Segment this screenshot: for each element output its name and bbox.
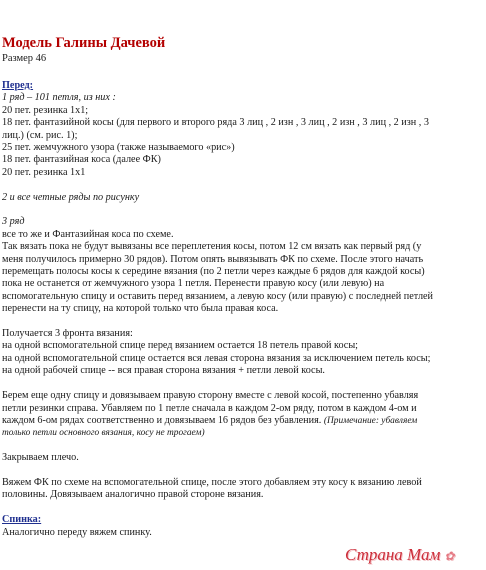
shoulder-line: Закрываем плечо. (2, 452, 79, 464)
finish-line: Вяжем ФК по схеме на вспомогательной спице, после этого добавляем эту косу к вязанию левой (2, 476, 422, 488)
front-heading: Перед: (2, 80, 34, 91)
spacer (2, 378, 482, 390)
fronts-line: на одной вспомогательной спице перед вязанием остается 18 петель правой косы; (2, 340, 359, 352)
decrease-line (2, 415, 482, 427)
row3-line: пока не останется от жемчужного узора 1 петля. Перенести правую косу (или левую) на (2, 278, 385, 290)
spacer (2, 179, 482, 191)
decrease-line: Берем еще одну спицу и довязываем правую сторону вместе с левой косой, постепенно убавляя (2, 390, 419, 402)
document-subtitle: Размер 46 (2, 53, 47, 64)
spacer (2, 502, 482, 514)
spacer (2, 204, 482, 216)
decrease-note: (Примечание: убавляем (323, 415, 418, 426)
back-text: Аналогично переду вяжем спинку. (2, 526, 152, 538)
row1-item: 20 пет. резинка 1х1; (2, 104, 89, 116)
back-heading: Спинка: (2, 514, 42, 526)
row1-item: 20 пет. резинка 1х1 (2, 166, 86, 178)
row1-item: 18 пет. фантазийная коса (далее ФК) (2, 154, 161, 166)
fronts-line: на одной рабочей спице -- вся правая сторона вязания + петли левой косы. (2, 365, 325, 377)
row1-item: лиц.) (см. рис. 1); (2, 129, 78, 141)
watermark-mark-icon: ✿ (444, 549, 455, 563)
even-rows-note: 2 и все четные ряды по рисунку (2, 191, 140, 203)
row3-line: перенести на ту спицу, на которой только что была правая коса. (2, 303, 279, 315)
finish-line: половины. Довязываем аналогично правой стороне вязания. (2, 489, 264, 501)
decrease-text: каждом 6-ом рядах соответственно и довязываем 16 рядов без убавления. (2, 414, 322, 426)
row1-item: 25 пет. жемчужного узора (также называемого «рис») (2, 142, 235, 154)
row3-line: меня получилось примерно 30 рядов). Потом опять вывязывать ФК по схеме. После этого начать (2, 253, 424, 265)
row3-label: 3 ряд (2, 216, 25, 228)
document-body (2, 80, 482, 539)
row3-line: Так вязать пока не будут вывязаны все переплетения косы, потом 12 см вязать как первый ряд (у (2, 241, 422, 253)
row1-label: 1 ряд – 101 петля, из них : (2, 92, 116, 104)
document-title: Модель Галины Дачевой (2, 35, 166, 51)
row3-line: перемещать полосы косы к середине вязания (по 2 петли через каждые 6 рядов для каждой косы) (2, 266, 425, 278)
spacer (2, 440, 482, 452)
spacer (2, 316, 482, 328)
decrease-line: петли резинки справа. Убавляем по 1 петле сначала в каждом 2-ом ряду, потом в каждом 4-ом и (2, 402, 417, 414)
fronts-line: на одной вспомогательной спице остается вся левая сторона вязания за исключением петель косы; (2, 352, 431, 364)
row3-line: все то же и Фантазийная коса по схеме. (2, 228, 174, 240)
watermark-text: Страна Мам (345, 545, 441, 564)
fronts-line: Получается 3 фронта вязания: (2, 328, 133, 340)
site-watermark (345, 545, 454, 565)
decrease-note-continued: только петли основного вязания, косу не трогаем) (2, 428, 205, 439)
spacer (2, 465, 482, 477)
row3-line: вспомогательную спицу и оставить перед вязанием, а левую косу (или правую) с последней петлей (2, 290, 433, 302)
row1-item: 18 пет. фантазийной косы (для первого и второго ряда 3 лиц , 2 изн , 3 лиц , 2 изн , 3 лиц , 2 изн , 3 (2, 117, 429, 129)
